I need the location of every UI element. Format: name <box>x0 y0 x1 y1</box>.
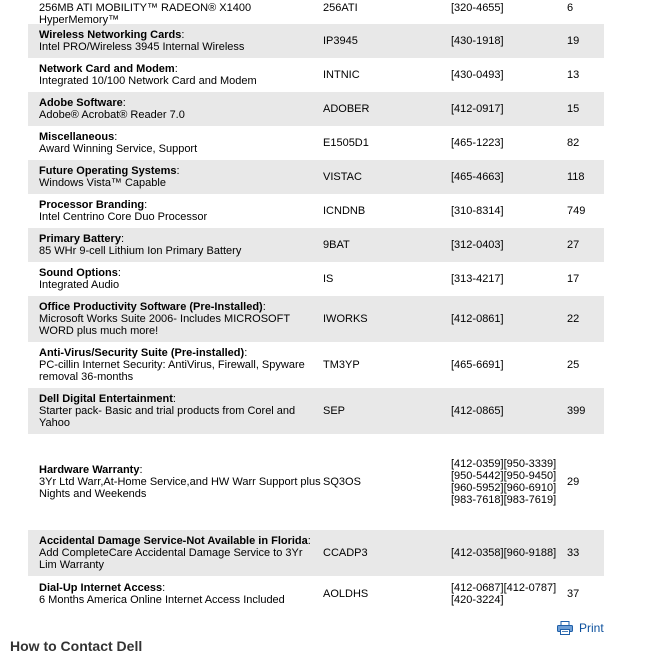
item-description: Integrated 10/100 Network Card and Modem <box>39 75 257 87</box>
item-title: Sound Options : <box>39 267 121 279</box>
item-description: Starter pack- Basic and trial products from Corel and Yahoo <box>39 405 296 429</box>
item-title: Network Card and Modem : <box>39 63 178 75</box>
item-cell <box>28 29 323 53</box>
item-quantity: 15 <box>567 103 580 115</box>
item-cell <box>28 347 323 383</box>
item-title: Adobe Software : <box>39 97 126 109</box>
item-code: IP3945 <box>323 35 358 47</box>
item-code: ADOBER <box>323 103 370 115</box>
item-part-numbers: [312-0403] <box>451 239 504 251</box>
item-part-numbers: [465-6691] <box>451 359 504 371</box>
item-code: SQ3OS <box>323 476 361 488</box>
item-part-numbers: [430-0493] <box>451 69 504 81</box>
item-code: 9BAT <box>323 239 350 251</box>
item-description: Adobe® Acrobat® Reader 7.0 <box>39 109 185 121</box>
item-quantity: 25 <box>567 359 580 371</box>
table-row <box>28 576 604 612</box>
item-title: Anti-Virus/Security Suite (Pre-installed) : <box>39 347 247 359</box>
item-cell <box>28 301 323 337</box>
item-title: Dell Digital Entertainment : <box>39 393 176 405</box>
item-code: SEP <box>323 405 346 417</box>
item-cell <box>28 464 323 500</box>
table-row <box>28 92 604 126</box>
item-description: Windows Vista™ Capable <box>39 177 166 189</box>
item-cell <box>28 267 323 291</box>
item-part-numbers: [412-0358][960-9188] <box>451 547 557 559</box>
table-row <box>28 262 604 296</box>
item-code: TM3YP <box>323 359 360 371</box>
item-code: ICNDNB <box>323 205 366 217</box>
item-cell <box>28 165 323 189</box>
item-quantity: 749 <box>567 205 586 217</box>
item-cell <box>28 535 323 571</box>
item-quantity: 19 <box>567 35 580 47</box>
item-title: Hardware Warranty : <box>39 464 143 476</box>
table-row <box>28 342 604 388</box>
item-quantity: 17 <box>567 273 580 285</box>
item-code: 256ATI <box>323 1 358 14</box>
item-code: AOLDHS <box>323 588 369 600</box>
table-row <box>28 24 604 58</box>
item-title: Miscellaneous : <box>39 131 117 143</box>
table-row <box>28 296 604 342</box>
item-cell <box>28 233 323 257</box>
item-part-numbers: [313-4217] <box>451 273 504 285</box>
item-part-numbers: [320-4655] <box>451 1 504 14</box>
print-link[interactable] <box>557 621 604 635</box>
item-quantity: 6 <box>567 1 574 14</box>
item-code: E1505D1 <box>323 137 369 149</box>
item-code: IS <box>323 273 334 285</box>
item-code: INTNIC <box>323 69 360 81</box>
item-part-numbers: [465-4663] <box>451 171 504 183</box>
item-description: 3Yr Ltd Warr,At-Home Service,and HW Warr Support plus Nights and Weekends <box>39 476 321 500</box>
item-code: CCADP3 <box>323 547 368 559</box>
item-title: Primary Battery : <box>39 233 124 245</box>
table-row <box>28 434 604 530</box>
item-part-numbers: [412-0687][412-0787][420-3224] <box>451 582 557 606</box>
item-code: IWORKS <box>323 313 368 325</box>
printer-icon <box>557 621 573 635</box>
table-row <box>28 388 604 434</box>
item-quantity: 82 <box>567 137 580 149</box>
contact-heading: How to Contact Dell <box>10 638 143 654</box>
item-cell <box>28 131 323 155</box>
item-description: Integrated Audio <box>39 279 120 291</box>
item-cell <box>28 63 323 87</box>
table-row <box>28 58 604 92</box>
item-cell <box>28 0 323 26</box>
item-cell <box>28 393 323 429</box>
item-quantity: 22 <box>567 313 580 325</box>
item-description: Intel Centrino Core Duo Processor <box>39 211 208 223</box>
table-row <box>28 126 604 160</box>
item-part-numbers: [412-0359][950-3339][950-5442][950-9450][960-5952][960-6910][983-7618][983-7619] <box>451 458 557 506</box>
item-description: Award Winning Service, Support <box>39 143 198 155</box>
item-title: Office Productivity Software (Pre-Installed) : <box>39 301 266 313</box>
item-quantity: 29 <box>567 476 580 488</box>
item-part-numbers: [465-1223] <box>451 137 504 149</box>
item-code: VISTAC <box>323 171 362 183</box>
item-part-numbers: [412-0917] <box>451 103 504 115</box>
item-quantity: 37 <box>567 588 580 600</box>
item-title: Wireless Networking Cards : <box>39 29 184 41</box>
item-quantity: 13 <box>567 69 580 81</box>
table-row <box>28 530 604 576</box>
item-description: Add CompleteCare Accidental Damage Service to 3Yr Lim Warranty <box>39 547 303 571</box>
item-cell <box>28 199 323 223</box>
item-cell <box>28 582 323 606</box>
item-part-numbers: [412-0865] <box>451 405 504 417</box>
order-details-table <box>28 0 604 612</box>
item-description: PC-cillin Internet Security: AntiVirus, Firewall, Spyware removal 36-months <box>39 359 305 383</box>
item-description: 256MB ATI MOBILITY™ RADEON® X1400 HyperMemory™ <box>39 1 252 26</box>
item-title: Processor Branding : <box>39 199 147 211</box>
item-title: Accidental Damage Service-Not Available in Florida : <box>39 535 311 547</box>
item-part-numbers: [310-8314] <box>451 205 504 217</box>
table-row <box>28 228 604 262</box>
item-description: 6 Months America Online Internet Access Included <box>39 594 285 606</box>
table-row <box>28 160 604 194</box>
item-cell <box>28 97 323 121</box>
item-title: Dial-Up Internet Access : <box>39 582 165 594</box>
item-part-numbers: [412-0861] <box>451 313 504 325</box>
item-quantity: 27 <box>567 239 580 251</box>
item-quantity: 399 <box>567 405 586 417</box>
item-quantity: 118 <box>567 171 585 183</box>
table-row <box>28 194 604 228</box>
item-part-numbers: [430-1918] <box>451 35 504 47</box>
item-title: Future Operating Systems : <box>39 165 180 177</box>
item-description: Microsoft Works Suite 2006- Includes MICROSOFT WORD plus much more! <box>39 313 290 337</box>
table-row <box>28 0 604 24</box>
item-description: 85 WHr 9-cell Lithium Ion Primary Battery <box>39 245 242 257</box>
item-quantity: 33 <box>567 547 580 559</box>
item-description: Intel PRO/Wireless 3945 Internal Wireless <box>39 41 245 53</box>
print-label: Print <box>579 621 604 635</box>
